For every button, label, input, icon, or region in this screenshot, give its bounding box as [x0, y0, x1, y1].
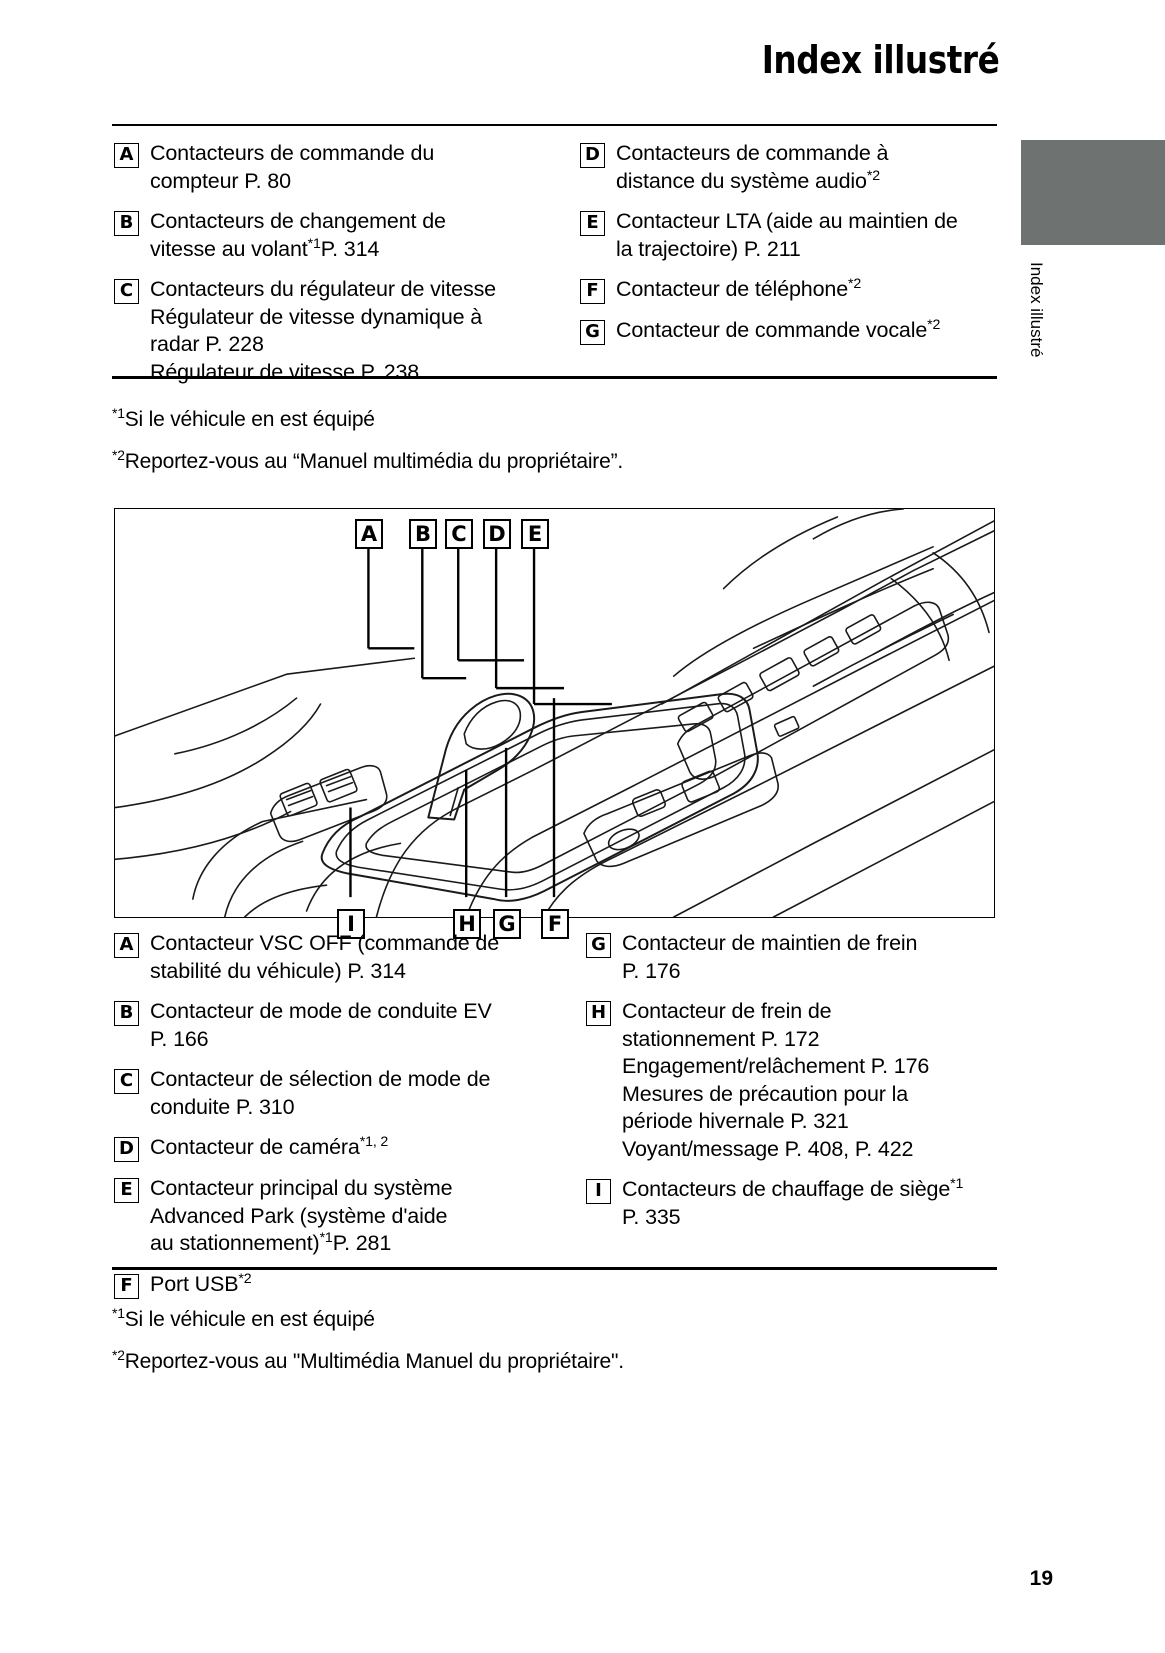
list-item: [580, 208, 1010, 263]
item-text-line: radar P. 228: [150, 332, 264, 356]
rule-bottom-below-list: [112, 1267, 997, 1270]
item-text-line: Contacteurs du régulateur de vitesse: [150, 277, 496, 301]
item-text-line: Contacteur de caméra$^{*1, 2}$: [150, 1133, 389, 1159]
item-text-line: stabilité du véhicule) P. 314: [150, 958, 406, 983]
item-text-line: Contacteur de téléphone$^{*2}$: [616, 275, 862, 301]
item-text-line: Régulateur de vitesse dynamique à: [150, 304, 483, 329]
item-text-line: Voyant/message P. 408, P. 422: [622, 1136, 914, 1161]
item-text-line: P. 176: [622, 958, 681, 983]
item-text: [150, 1066, 490, 1121]
list-item: [586, 930, 1006, 985]
item-badge: G: [586, 933, 611, 958]
item-text-line: Port USB$^{*2}$: [150, 1270, 252, 1296]
item-badge: C: [114, 279, 139, 304]
center-console-illustration: [114, 508, 995, 936]
console-drawing: [115, 509, 994, 917]
item-text-line: la trajectoire) P. 211: [616, 236, 801, 261]
item-badge: B: [114, 1001, 139, 1026]
item-text: [150, 930, 499, 985]
item-text-line: distance du système audio$^{*2}$: [616, 167, 880, 193]
item-text: [622, 998, 929, 1163]
item-text-line: Contacteurs de chauffage de siège$^{*1}$: [622, 1175, 964, 1201]
list-item: [114, 1175, 554, 1258]
item-text: [150, 1134, 388, 1162]
item-badge: D: [114, 1137, 139, 1162]
item-badge: C: [114, 1069, 139, 1094]
item-text-line: Contacteurs de commande à: [616, 141, 889, 165]
item-text-line: Contacteur LTA (aide au maintien de: [616, 209, 958, 233]
list-item: [114, 1134, 554, 1162]
footnote-bottom-1-text: $^{*1}$Si le véhicule en est équipé: [112, 1305, 375, 1331]
item-text-line: compteur P. 80: [150, 168, 291, 193]
list-item: [586, 1176, 1006, 1231]
item-text: [622, 930, 917, 985]
item-badge: E: [114, 1178, 139, 1203]
item-text-line: Advanced Park (système d'aide: [150, 1203, 448, 1228]
item-text: [150, 208, 446, 263]
callout-badge-a: A: [355, 519, 383, 549]
item-text: [150, 998, 492, 1053]
item-text-line: vitesse au volant$^{*1}$P. 314: [150, 235, 380, 261]
footnote-top-1-text: $^{*1}$Si le véhicule en est équipé: [112, 405, 375, 431]
item-text-line: période hivernale P. 321: [622, 1109, 849, 1133]
item-badge: I: [586, 1179, 611, 1204]
page-number: 19: [1029, 1567, 1053, 1590]
item-text-line: au stationnement)$^{*1}$P. 281: [150, 1229, 392, 1255]
list-item: [580, 140, 1010, 195]
list-item: [586, 998, 1006, 1163]
list-item: [114, 998, 554, 1053]
list-item: [580, 276, 1010, 304]
item-text-line: Contacteur de maintien de frein: [622, 931, 918, 955]
item-text-line: Engagement/relâchement P. 176: [622, 1054, 930, 1078]
top-list-right-column: [580, 140, 1010, 358]
callout-badge-d: D: [483, 519, 511, 549]
item-badge: H: [586, 1001, 611, 1026]
callout-badge-b: B: [409, 519, 437, 549]
item-text-line: Contacteur de frein de: [622, 999, 832, 1023]
item-text-line: Contacteur VSC OFF (commande de: [150, 931, 500, 955]
page-title: Index illustré: [761, 38, 999, 82]
item-text: [616, 208, 958, 263]
callout-badge-e: E: [521, 519, 549, 549]
item-text-line: P. 166: [150, 1026, 209, 1051]
item-text: [150, 140, 434, 195]
footnote-top-2: [112, 447, 624, 474]
list-item: [114, 276, 554, 386]
list-item: [114, 1271, 554, 1299]
footnote-bottom-2-text: $^{*2}$Reportez-vous au "Multimédia Manuel du propriétaire".: [112, 1347, 624, 1373]
list-item: [580, 317, 1010, 345]
item-text-line: Régulateur de vitesse P. 238: [150, 359, 420, 384]
item-badge: F: [580, 279, 605, 304]
item-text-line: conduite P. 310: [150, 1094, 295, 1119]
callout-badge-g: G: [493, 909, 521, 939]
item-badge: F: [114, 1274, 139, 1299]
item-text: [616, 140, 888, 195]
list-item: [114, 140, 554, 195]
item-text-line: Contacteurs de changement de: [150, 209, 446, 233]
list-item: [114, 930, 554, 985]
side-tab-block: [1021, 140, 1165, 245]
item-text: [150, 1175, 452, 1258]
rule-top-above-list: [112, 124, 997, 126]
item-badge: G: [580, 320, 605, 345]
bottom-list-right-column: [586, 930, 1006, 1244]
item-text-line: Contacteur de mode de conduite EV: [150, 999, 492, 1023]
item-text: [616, 317, 940, 345]
item-text: [150, 1271, 252, 1299]
item-text-line: Contacteur de commande vocale$^{*2}$: [616, 316, 941, 342]
list-item: [114, 208, 554, 263]
callout-badge-i: I: [337, 909, 365, 939]
item-text-line: Mesures de précaution pour la: [622, 1081, 909, 1106]
callout-badge-c: C: [445, 519, 473, 549]
footnote-top-2-text: $^{*2}$Reportez-vous au “Manuel multimédia du propriétaire”.: [112, 447, 624, 473]
list-item: [114, 1066, 554, 1121]
callout-badge-f: F: [541, 909, 569, 939]
item-text-line: Contacteurs de commande du: [150, 141, 435, 165]
callout-badge-h: H: [453, 909, 481, 939]
item-badge: D: [580, 143, 605, 168]
item-text-line: stationnement P. 172: [622, 1026, 820, 1051]
item-text-line: Contacteur principal du système: [150, 1176, 453, 1200]
item-text-line: P. 335: [622, 1204, 681, 1229]
side-tab-label: Index illustré: [1027, 262, 1046, 358]
footnote-bottom-2: [112, 1347, 624, 1374]
item-badge: A: [114, 933, 139, 958]
bottom-list-left-column: [114, 930, 554, 1312]
top-list-left-column: [114, 140, 554, 399]
item-text: [622, 1176, 963, 1231]
item-badge: B: [114, 211, 139, 236]
item-badge: A: [114, 143, 139, 168]
footnote-top-1: [112, 405, 375, 432]
item-text: [616, 276, 861, 304]
item-badge: E: [580, 211, 605, 236]
item-text-line: Contacteur de sélection de mode de: [150, 1067, 491, 1091]
item-text: [150, 276, 496, 386]
footnote-bottom-1: [112, 1305, 375, 1332]
